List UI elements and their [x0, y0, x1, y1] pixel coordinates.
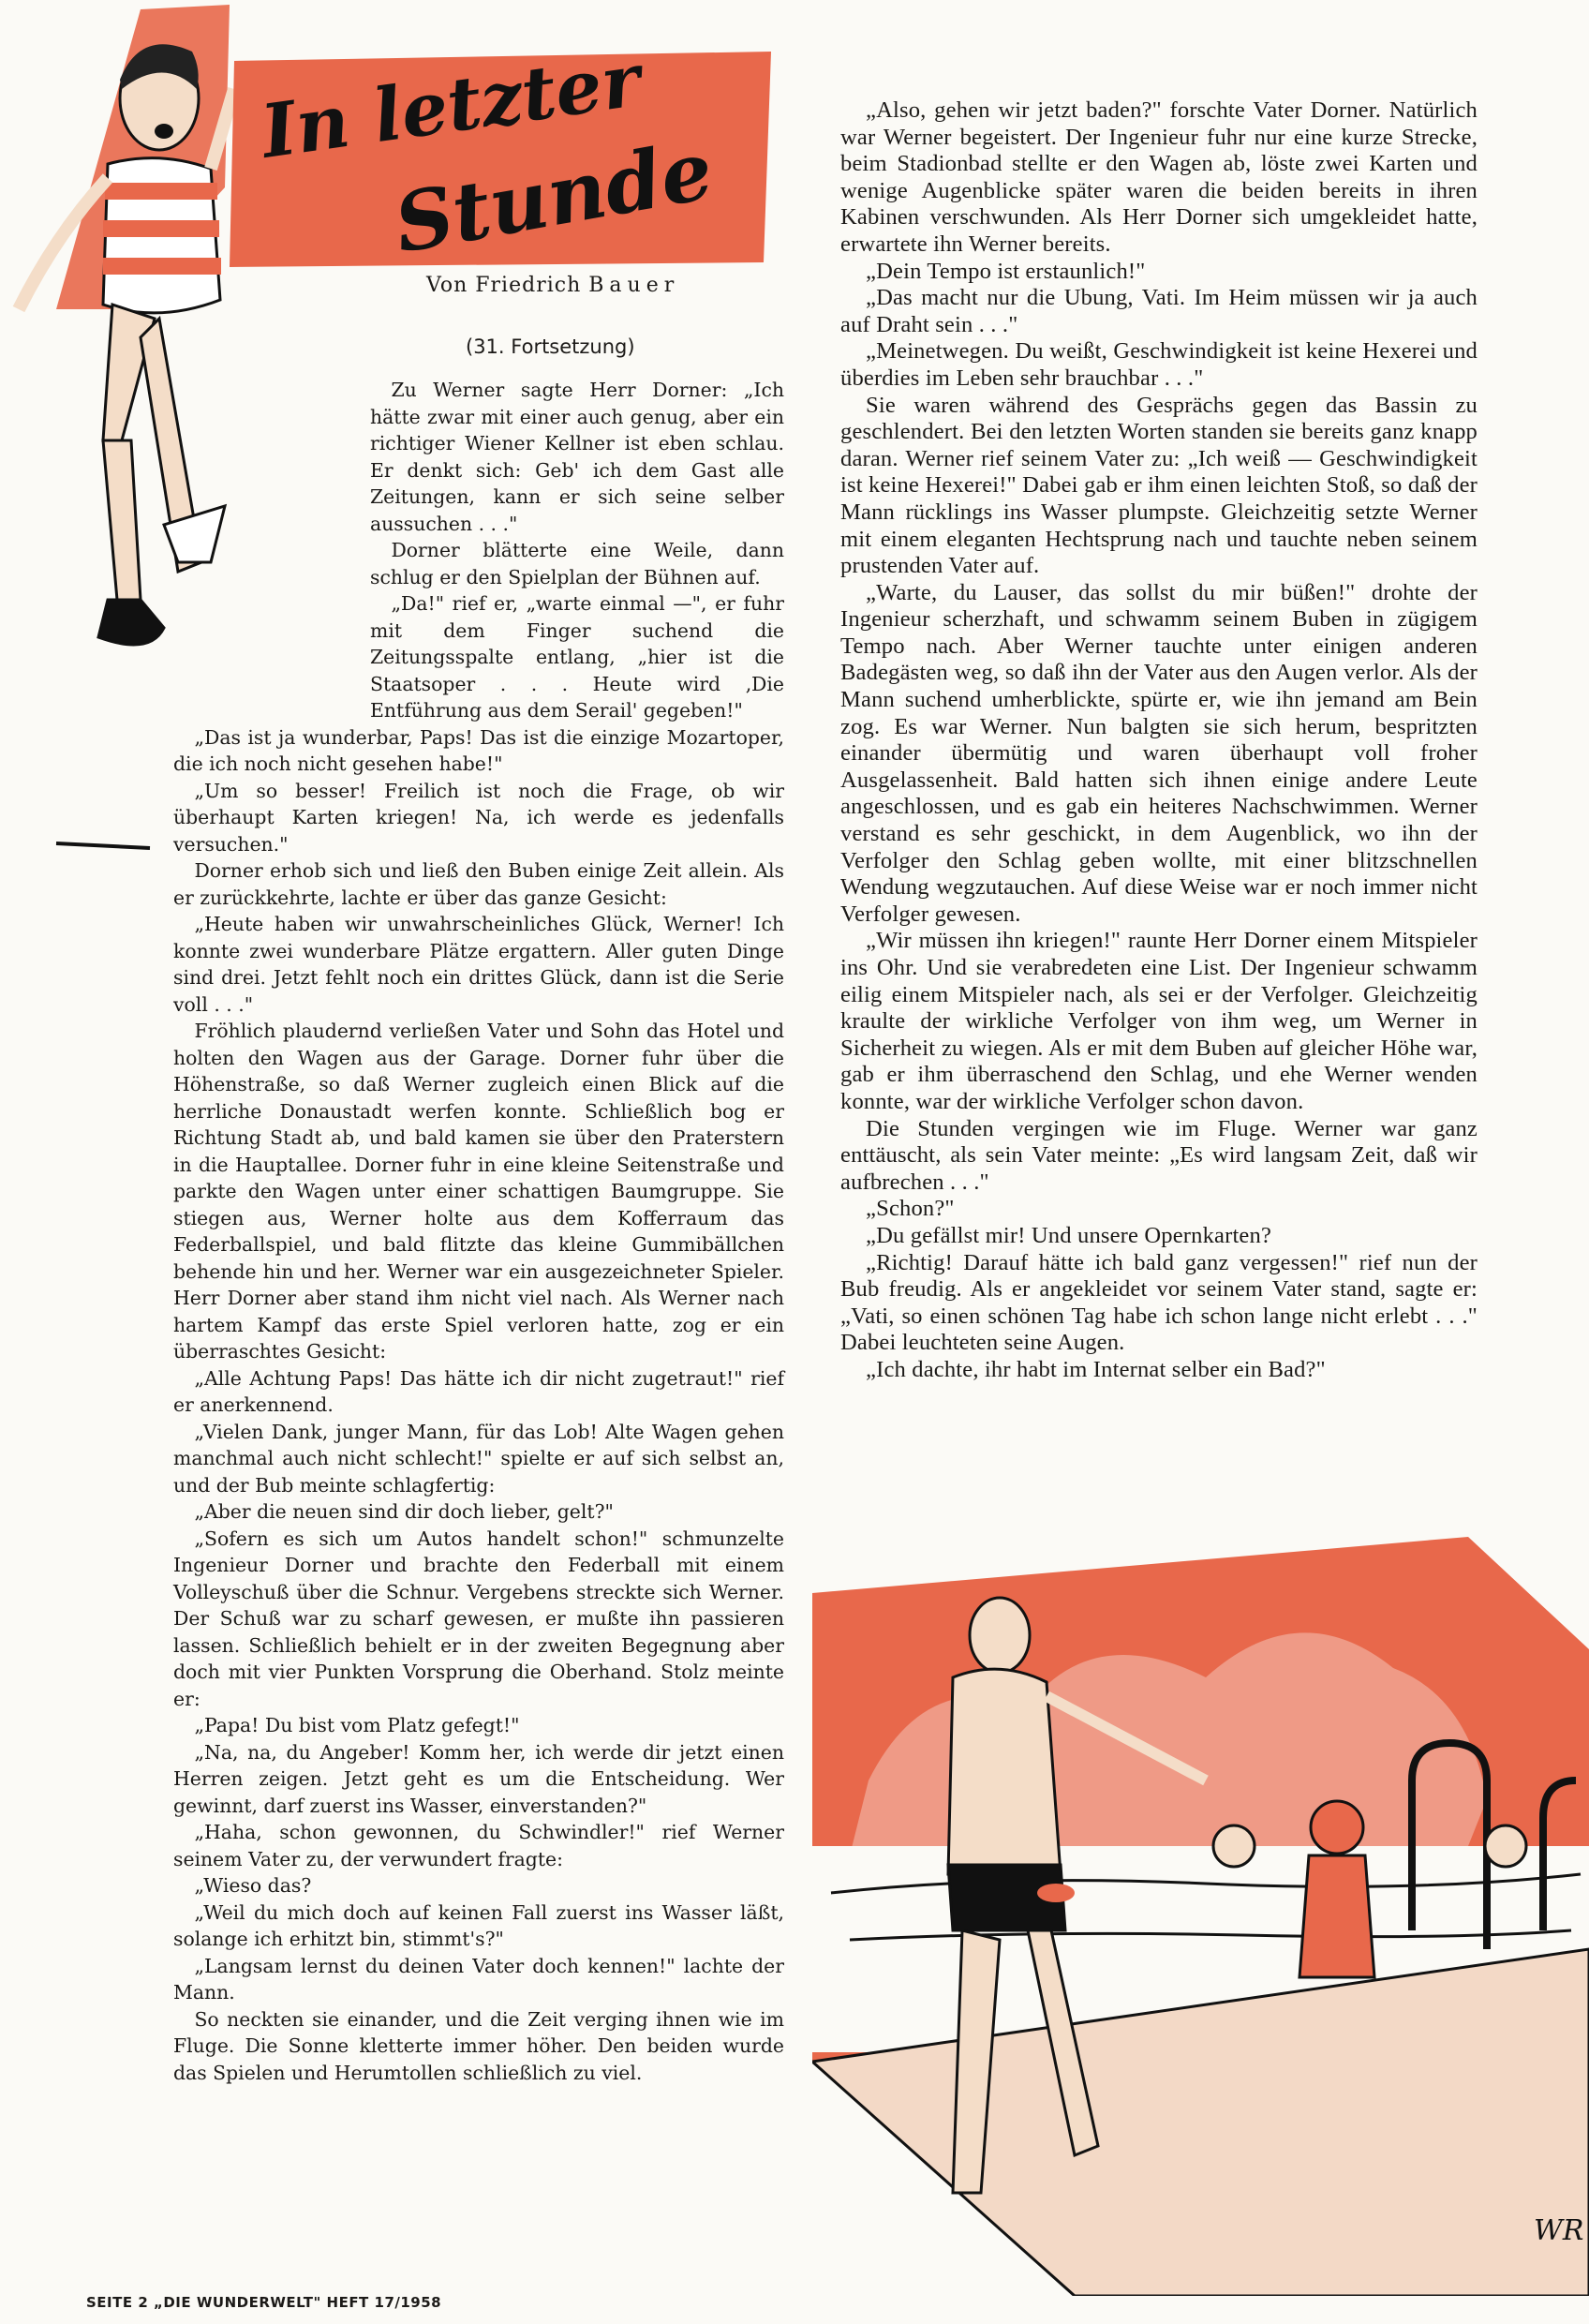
paragraph: „Aber die neuen sind dir doch lieber, gelt?"	[194, 1500, 614, 1523]
title-line-1: In letzter	[256, 37, 646, 175]
paragraph: „Wir müssen ihn kriegen!" raunte Herr Dorner einem Mitspieler ins Ohr. Und sie verabredeten eine List. Der Ingenieur schwamm eilig einem Mitspieler nach, als sei er der Verfolger. Gleichzeitig kraulte der wirkliche Verfolger von ihm weg, um Werner in Sicherheit zu wiegen. Als er mit dem Buben auf gleicher Höhe war, gab er ihm überraschend den Schlag, und ehe Werner wenden konnte, war der wirkliche Verfolger schon davon.	[840, 928, 1478, 1114]
paragraph: „Dein Tempo ist erstaunlich!"	[866, 258, 1146, 284]
byline	[426, 274, 679, 297]
paragraph: Sie waren während des Gesprächs gegen das Bassin zu geschlendert. Bei den letzten Worten standen sie bereits ganz knapp daran. Werner rief seinem Vater zu: „Ich weiß — Geschwindigkeit ist keine Hexerei!" Dabei gab er ihm einen leichten Stoß, so daß der Mann rücklings ins Wasser plumpste. Gleichzeitig setzte Werner mit einem eleganten Hechtsprung nach und tauchte neben seinem prustenden Vater auf.	[840, 392, 1478, 579]
paragraph: „Das macht nur die Ubung, Vati. Im Heim müssen wir ja auch auf Draht sein . . ."	[840, 285, 1478, 337]
paragraph: „Richtig! Darauf hätte ich bald ganz vergessen!" rief nun der Bub freudig. Als er angekleidet vor seinem Vater stand, sagte er: „Vati, so einen schönen Tag habe ich schon lange nicht erlebt . . ." Dabei leuchteten seine Augen.	[840, 1249, 1478, 1356]
byline-surname: Bauer	[588, 274, 680, 297]
paragraph: „Alle Achtung Paps! Das hätte ich dir nicht zugetraut!" rief er anerkennend.	[173, 1366, 784, 1416]
artist-signature: WR	[1534, 2214, 1584, 2247]
paragraph: „Sofern es sich um Autos handelt schon!" schmunzelte Ingenieur Dorner und brachte den Federball mit einem Volleyschuß über die Schnur. Vergebens streckte sich Werner. Der Schuß war zu scharf gewesen, er mußte ihn passieren lassen. Schließlich behielt er in der zweiten Begegnung aber doch mit vier Punkten Vorsprung die Oberhand. Stolz meinte er:	[173, 1527, 784, 1710]
paragraph: „Warte, du Lauser, das sollst du mir büßen!" drohte der Ingenieur scherzhaft, und schwamm seinem Buben in zügigem Tempo nach. Aber Werner tauchte unter einigen anderen Badegästen weg, so daß ihn der Vater aus den Augen verlor. Als der Mann suchend umherblickte, spürte er, wie ihn jemand am Bein zog. Es war Werner. Nun balgten sie sich herum, bespritzten einander übermütig und waren überhaupt voll froher Ausgelassenheit. Bald hatten sich ihnen einige andere Leute angeschlossen, und es gab ein heiteres Nachschwimmen. Werner verstand es sehr geschickt, in dem Augenblick, wo ihn der Verfolger den Schlag geben wollte, mit einer blitzschnellen Wendung wegzutauchen. Auf diese Weise war er noch immer nicht Verfolger gewesen.	[840, 579, 1478, 927]
paragraph: „Also, gehen wir jetzt baden?" forschte Vater Dorner. Natürlich war Werner begeistert. Der Ingenieur fuhr nur eine kurze Strecke, beim Stadionbad stellte er den Wagen ab, löste zwei Karten und wenige Augenblicke später waren die beiden bereits in ihren Kabinen verschwunden. Als Herr Dorner sich umgekleidet hatte, erwartete ihn Werner bereits.	[840, 97, 1478, 257]
article-title	[253, 37, 778, 272]
right-column	[840, 97, 1478, 1384]
installment-label: (31. Fortsetzung)	[466, 335, 635, 358]
paragraph: „Vielen Dank, junger Mann, für das Lob! Alte Wagen gehen manchmal auch nicht schlecht!" spielte er auf sich selbst an, und der Bub meinte schlagfertig:	[173, 1420, 784, 1497]
paragraph: „Meinetwegen. Du weißt, Geschwindigkeit ist keine Hexerei und überdies im Leben sehr brauchbar . . ."	[840, 338, 1478, 391]
paragraph: „Papa! Du bist vom Platz gefegt!"	[194, 1714, 520, 1736]
paragraph: Fröhlich plaudernd verließen Vater und Sohn das Hotel und holten den Wagen aus der Garage. Dorner fuhr über die Höhenstraße, so daß Werner zugleich einen Blick auf die herrliche Donaustadt werfen konnte. Schließlich bog er Richtung Stadt ab, und bald kamen sie über den Praterstern in die Hauptallee. Dorner fuhr in eine kleine Seitenstraße und parkte den Wagen unter einer schattigen Baumgruppe. Sie stiegen aus, Werner holte aus dem Kofferraum das Federballspiel, und bald flitzte das kleine Gummibällchen behende hin und her. Werner war ein ausgezeichneter Spieler. Herr Dorner aber stand ihm nicht viel nach. Als Werner nach hartem Kampf das erste Spiel verloren hatte, zog er ein überraschtes Gesicht:	[173, 1020, 784, 1363]
page-footer: SEITE 2 „DIE WUNDERWELT" HEFT 17/1958	[86, 2294, 442, 2311]
paragraph: „Da!" rief er, „warte einmal —", er fuhr mit dem Finger suchend die Zeitungsspalte entlang, „hier ist die Staatsoper . . . Heute wird ‚Die Entführung aus dem Serail' gegeben!"	[370, 592, 784, 722]
paragraph: Dorner erhob sich und ließ den Buben einige Zeit allein. Als er zurückkehrte, lachte er über das ganze Gesicht:	[173, 859, 784, 909]
paragraph: „Das ist ja wunderbar, Paps! Das ist die einzige Mozartoper, die ich noch nicht gesehen habe!"	[173, 725, 784, 775]
paragraph: Zu Werner sagte Herr Dorner: „Ich hätte zwar mit einer auch genug, aber ein richtiger Wiener Kellner ist eben schlau. Er denkt sich: Geb' ich dem Gast alle Zeitungen, kann er sich seine selber aussuchen . . ."	[370, 379, 784, 535]
paragraph: „Um so besser! Freilich ist noch die Frage, ob wir überhaupt Karten kriegen! Na, ich werde es jedenfalls versuchen."	[173, 779, 784, 856]
left-column-narrow-section	[370, 377, 784, 724]
paragraph: So neckten sie einander, und die Zeit verging ihnen wie im Fluge. Die Sonne kletterte immer höher. Den beiden wurde das Spielen und Herumtollen schließlich zu viel.	[173, 2007, 784, 2084]
paragraph: „Wieso das?	[194, 1874, 312, 1897]
paragraph: „Du gefällst mir! Und unsere Opernkarten?	[866, 1222, 1272, 1248]
left-column	[173, 377, 784, 2086]
paragraph: „Heute haben wir unwahrscheinliches Glück, Werner! Ich konnte zwei wunderbare Plätze ergattern. Aller guten Dinge sind drei. Jetzt fehlt noch ein drittes Glück, dann ist die Serie voll . . ."	[173, 913, 784, 1016]
pool-illustration	[812, 1537, 1589, 2296]
paragraph: „Langsam lernst du deinen Vater doch kennen!" lachte der Mann.	[173, 1954, 784, 2004]
paragraph: „Schon?"	[866, 1196, 955, 1222]
paragraph: „Na, na, du Angeber! Komm her, ich werde dir jetzt einen Herren zeigen. Jetzt geht es um die Entscheidung. Wer gewinnt, darf zuerst ins Wasser, einverstanden?"	[173, 1740, 784, 1817]
title-line-2: Stunde	[387, 123, 720, 272]
paragraph: Die Stunden vergingen wie im Fluge. Werner war ganz enttäuscht, als sein Vater meinte: „Es wird langsam Zeit, daß wir aufbrechen . . ."	[840, 1115, 1478, 1195]
paragraph: „Haha, schon gewonnen, du Schwindler!" rief Werner seinem Vater zu, der verwundert fragte:	[173, 1821, 784, 1870]
byline-prefix: Von Friedrich	[426, 274, 582, 297]
paragraph: Dorner blätterte eine Weile, dann schlug er den Spielplan der Bühnen auf.	[370, 539, 784, 588]
paragraph: „Ich dachte, ihr habt im Internat selber ein Bad?"	[866, 1356, 1326, 1382]
paragraph: „Weil du mich doch auf keinen Fall zuerst ins Wasser läßt, solange ich erhitzt bin, stimmt's?"	[173, 1900, 784, 1950]
